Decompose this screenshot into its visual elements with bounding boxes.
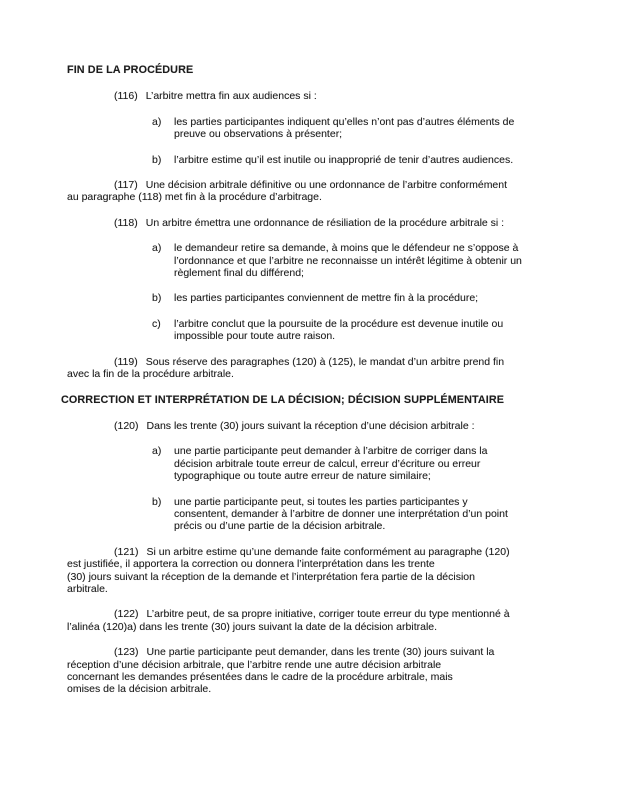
list-item-116a: [152, 116, 564, 141]
list-item-marker: a): [152, 115, 162, 128]
list-item-text: l’arbitre conclut que la poursuite de la procédure est devenue inutile ou impossible pour toute autre raison.: [174, 317, 504, 343]
paragraph-number: (123): [114, 646, 139, 659]
list-item-text: l’arbitre estime qu’il est inutile ou inapproprié de tenir d’autres audiences.: [174, 153, 514, 166]
list-item-116b: [152, 154, 564, 166]
paragraph-text: Une décision arbitrale définitive ou une ordonnance de l’arbitre conformément au paragraphe (118) met fin à la procédure d’arbitrage.: [67, 179, 508, 204]
list-item-marker: b): [152, 495, 162, 508]
list-item-118c: [152, 318, 564, 343]
document-content: [61, 64, 564, 709]
paragraph-number: (116): [114, 90, 138, 103]
list-item-118b: [152, 292, 564, 304]
section-heading-correction-interpretation: CORRECTION ET INTERPRÉTATION DE LA DÉCISION; DÉCISION SUPPLÉMENTAIRE: [61, 393, 505, 406]
list-item-text: une partie participante peut demander à l’arbitre de corriger dans la décision arbitrale toute erreur de calcul, erreur d’écriture ou erreur typographique ou toute autre erreur de nature similaire;: [174, 445, 488, 483]
paragraph-117: [67, 179, 564, 204]
paragraph-number: (121): [114, 545, 139, 558]
list-item-marker: a): [152, 242, 162, 255]
list-item-120a: [152, 445, 564, 482]
list-item-text: les parties participantes indiquent qu’elles n’ont pas d’autres éléments de preuve ou observations à présenter;: [174, 115, 515, 141]
paragraph-number: (118): [114, 216, 138, 229]
paragraph-120: [67, 420, 564, 432]
paragraph-118: [67, 217, 564, 229]
list-item-marker: c): [152, 317, 161, 330]
section-heading-fin-de-la-procedure: FIN DE LA PROCÉDURE: [67, 64, 194, 76]
paragraph-text: Un arbitre émettra une ordonnance de résiliation de la procédure arbitrale si :: [145, 216, 505, 229]
list-item-marker: b): [152, 153, 162, 166]
paragraph-122: [67, 608, 564, 633]
list-item-118a: [152, 242, 564, 279]
paragraph-number: (119): [114, 355, 138, 368]
paragraph-number: (122): [114, 608, 139, 621]
paragraph-number: (117): [114, 179, 138, 192]
paragraph-text: Sous réserve des paragraphes (120) à (125), le mandat d’un arbitre prend fin avec la fin de la procédure arbitrale.: [67, 355, 505, 381]
list-item-text: une partie participante peut, si toutes les parties participantes y consentent, demander à l’arbitre de donner une interprétation d’un point précis ou d’une partie de la décision arbitrale.: [174, 495, 508, 533]
paragraph-121: [67, 546, 564, 596]
list-item-marker: b): [152, 292, 162, 305]
paragraph-text: Une partie participante peut demander, dans les trente (30) jours suivant la réception d’une décision arbitrale, que l’arbitre rende une autre décision arbitrale concernant les demandes présentées dans le cadre de la procédure arbitrale, mais omises de la décision arbitrale.: [67, 646, 495, 696]
list-item-120b: [152, 496, 564, 533]
paragraph-text: L’arbitre peut, de sa propre initiative, corriger toute erreur du type mentionné à l’alinéa (120)a) dans les trente (30) jours suivant la date de la décision arbitrale.: [67, 608, 510, 633]
paragraph-116: [67, 90, 564, 102]
paragraph-text: L’arbitre mettra fin aux audiences si :: [145, 90, 317, 103]
paragraph-123: [67, 646, 564, 696]
paragraph-text: Si un arbitre estime qu’une demande faite conformément au paragraphe (120) est justifiée, il apportera la correction ou donnera l’interprétation dans les trente (30) jours suivant la réception de la demande et l’interprétation fera partie de la décision arbitrale.: [67, 545, 510, 595]
list-item-text: les parties participantes conviennent de mettre fin à la procédure;: [174, 292, 479, 305]
paragraph-number: (120): [114, 419, 139, 432]
paragraph-text: Dans les trente (30) jours suivant la réception d’une décision arbitrale :: [146, 419, 475, 432]
list-item-text: le demandeur retire sa demande, à moins que le défendeur ne s’oppose à l’ordonnance et que l’arbitre ne reconnaisse un intérêt légitime à obtenir un règlement final du différend;: [174, 242, 522, 280]
list-item-marker: a): [152, 445, 162, 458]
paragraph-119: [67, 356, 564, 381]
